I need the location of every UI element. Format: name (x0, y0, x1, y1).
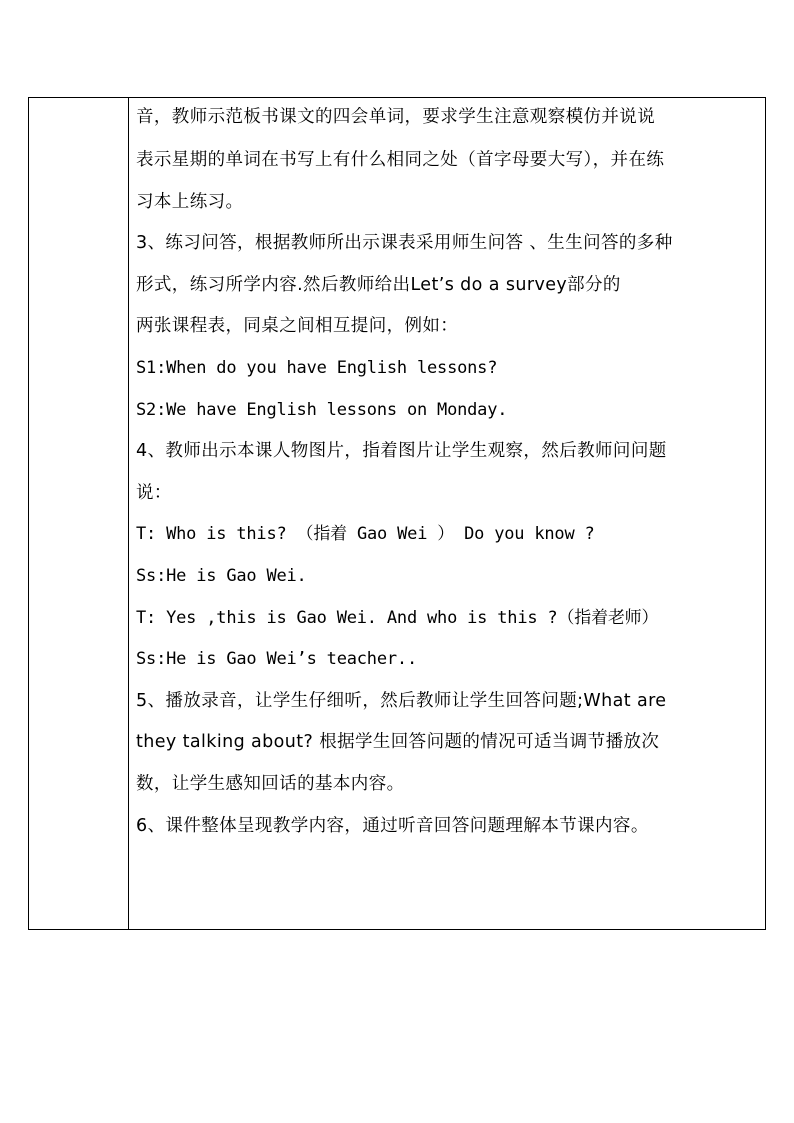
text-line-2: 表示星期的单词在书写上有什么相同之处（首字母要大写），并在练 (136, 150, 665, 170)
text-line-17: 数，让学生感知回话的基本内容。 (136, 774, 405, 794)
text-line-15: 5、播放录音，让学生仔细听，然后教师让学生回答问题;What are (136, 691, 667, 711)
table-left-cell (29, 98, 129, 929)
dialogue-line-ss1: Ss:He is Gao Wei. (136, 566, 307, 586)
text-line-3: 习本上练习。 (136, 192, 244, 212)
text-line-4: 3、练习问答，根据教师所出示课表采用师生问答 、生生问答的多种 (136, 233, 673, 253)
dialogue-line-s2: S2:We have English lessons on Monday. (136, 400, 508, 420)
text-line-9: 4、教师出示本课人物图片，指着图片让学生观察，然后教师问问题 (136, 441, 667, 461)
text-line-5: 形式，练习所学内容.然后教师给出Let’s do a survey部分的 (136, 275, 621, 295)
text-line-18: 6、课件整体呈现教学内容，通过听音回答问题理解本节课内容。 (136, 816, 649, 836)
dialogue-line-t1: T: Who is this? （指着 Gao Wei ） Do you know ? (136, 524, 595, 544)
dialogue-line-t2: T: Yes ,this is Gao Wei. And who is this ?（指着老师） (136, 608, 659, 628)
dialogue-line-s1: S1:When do you have English lessons? (136, 358, 498, 378)
text-line-1: 音，教师示范板书课文的四会单词，要求学生注意观察模仿并说说 (136, 107, 656, 127)
text-line-10: 说： (136, 483, 172, 503)
dialogue-line-ss2: Ss:He is Gao Wei’s teacher.. (136, 649, 417, 669)
table-content-cell (129, 98, 765, 929)
text-line-16: they talking about? 根据学生回答问题的情况可适当调节播放次 (136, 732, 660, 752)
lesson-plan-table (28, 97, 766, 930)
text-line-6: 两张课程表，同桌之间相互提问，例如： (136, 316, 459, 336)
